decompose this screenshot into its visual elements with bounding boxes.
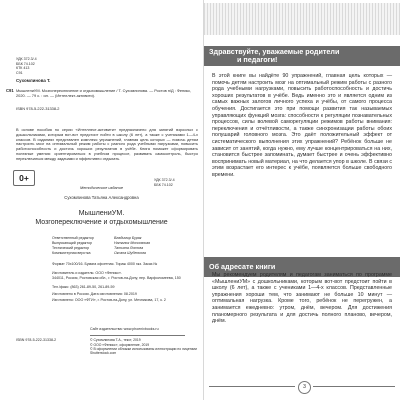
isbn-line: ISBN 978-5-222-31338-2	[16, 106, 60, 111]
book-subtitle: Мозгопереключение и отдыхомышление	[35, 219, 168, 226]
imprint-phone: Тел./факс: (863) 261-89-50, 261-89-59	[52, 285, 115, 289]
imprint-publisher: Изготовитель и издатель: ООО «Феникс».	[52, 271, 122, 275]
udk-line: УДК 372.3/.4	[16, 57, 37, 61]
footer-rule-left	[209, 386, 295, 387]
audience-paragraph: Мы рекомендуем родителям и педагогам заниматься по программе «МышлениУМ» с дошкольниками, которым вот-вот предстоит пойти в школу (6 лет), а также с учениками 1—4-х классов. Представленные упражнения хороши тем, что занимают не больше 10 минут — оптимальная нагрузка. Кроме того, ребёнок не перегружен, а занимается ежедневно: утром, днём, вечером. Для достижения планомерного результата и для достичь полного планово, вечером, днём.	[212, 272, 392, 325]
author-full-name: Сухомлинова Татьяна Александровна	[64, 195, 139, 200]
credit-name: Татьяна Лотова	[114, 246, 144, 250]
page-number: 3	[298, 381, 311, 394]
right-page-intro	[204, 0, 400, 400]
intro-paragraph: В этой книге вы найдёте 90 упражнений, главная цель которых — помочь детям настроить мозг на оптимальный режим работы с разного рода учебными нагрузками, повысить работоспособность и достичь хороших результатов в учёбе. Ведь именно это и является одним из самых важных залогов личного успеха и учёбы, от самого процесса обучения. Достигается это при помощи развития так называемых управляющих функций мозга: способности к регуляции познавательных процессов, силы волевой саморегуляции режимов работы внимания: переключения и отчётливости, а также синхронизации работы обоих полушарий головного мозга. Это даёт положительный эффект от систематического выполнения этих упражнений? Ребёнок больше не зависит от занятий, когда нужно, ему лучше концентрироваться на них, становится быстрее запоминать, думает быстрее и очень эффективно воспринимать новый материал, на что делается упор в школе. В связи с этим возрастает его интерес к учёбе, появляется больше свободного времени.	[212, 73, 392, 178]
imprint-made-in: Изготовлено в России. Дата изготовления: 08.2019	[52, 292, 137, 296]
imprint-format: Формат 70x100/16. Бумага офсетная. Тираж 4000 экз. Заказ №	[52, 262, 158, 266]
audience-heading: Об адресате книги	[209, 262, 276, 271]
copyright-line: © Сухомлинова Т.А., текст, 2019	[90, 338, 141, 342]
footer-rule-right	[313, 386, 395, 387]
footer-divider	[90, 335, 185, 336]
imprint-address: 344011, Россия, Ростовская обл., г. Ростов-на-Дону, пер. Варфоломеева, 150	[52, 276, 181, 280]
credit-role: Выпускающий редактор	[52, 241, 93, 245]
bbk-right-line: ББК 74.102	[154, 182, 173, 187]
credit-name: Наталья Московская	[114, 241, 151, 245]
copyright-line: © В оформлении обложки использованы иллюстрации по лицензии Shutterstock.com	[90, 347, 197, 356]
ktk-line: КТК 413	[16, 66, 30, 70]
imprint-printer: Изготовлено: ООО «ФТИ», г. Ростов-на-Дону, ул. Мечникова, 17, к. 2	[52, 298, 166, 302]
credit-role: Технический редактор	[52, 246, 90, 250]
publisher-site: Сайт издательства: www.phoenixbooks.ru	[90, 327, 159, 331]
greeting-heading-line2: и педагоги!	[237, 55, 278, 64]
book-title: МышлениУМ.	[78, 208, 125, 217]
greeting-heading-line1: Здравствуйте, уважаемые родители	[209, 47, 340, 56]
age-rating-badge: 0+	[13, 170, 35, 186]
book-description: В основе пособия по серии «Интеллект-активити» предназначено для занятий взрослых с дошкольниками, которым вот-вот предстоит пойти в школу (6 лет), а также с учениками 1—4-х классов. В изданиях представлен комплекс упражнений, главная цель которых — помочь детям настроить мозг на оптимальный режим работы с разного рода учебными нагрузками, повысить работоспособность и достичь хороших результатов в учёбе. Книга поможет сформировать полезные умения: ориентироваться в учебном процессе, развивать самоконтроль, быстро переключаться между задачами и эффективно отдыхать.	[16, 127, 198, 161]
credit-name: Оксана Шубенкова	[114, 251, 146, 255]
credit-role: Ответственный редактор	[52, 236, 94, 240]
code-line: С91	[16, 70, 23, 75]
catalog-code: С91	[6, 88, 14, 93]
udk-right-line: УДК 372.3/.4	[154, 178, 175, 182]
credit-role: Компьютерная верстка	[52, 251, 91, 255]
edition-type: Методическое издание	[79, 185, 124, 190]
footer-isbn: ISBN 978-5-222-31338-2	[16, 338, 57, 342]
copyright-line: © ООО «Феникс», оформление, 2019	[90, 342, 150, 347]
bibliographic-record: МышлениУМ. Мозгопереключение и отдыхомышление / Т. Сухомлинова. — Ростов н/Д : Феникс, 2020. — 79 с. : ил. — (Интеллект-активити).	[16, 88, 192, 98]
decorative-header-pattern	[204, 3, 400, 35]
bbk-line: ББК 74.102	[16, 61, 35, 66]
author-heading: Сухомлинова Т.	[16, 78, 51, 83]
credit-name: Владимир Буряк	[114, 236, 142, 240]
